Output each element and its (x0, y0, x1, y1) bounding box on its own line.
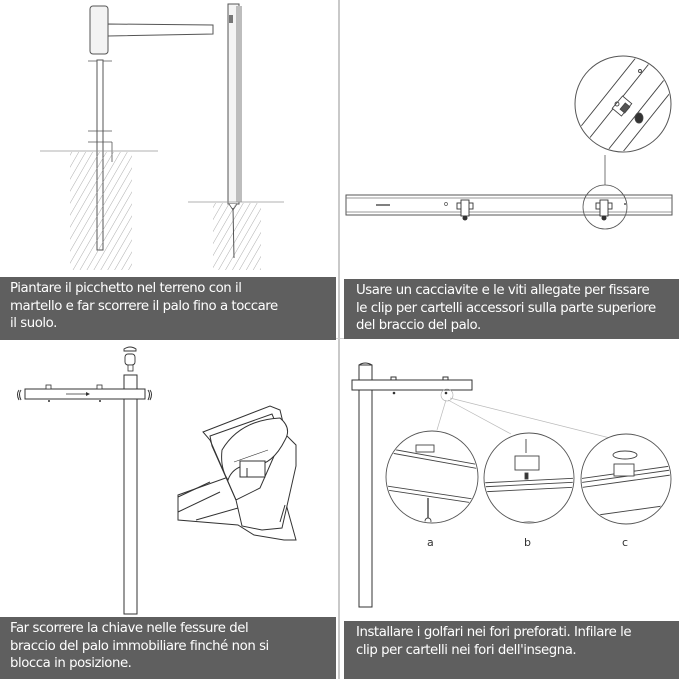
post-cap-icon (124, 347, 136, 371)
step-1-illustration (0, 0, 338, 277)
step-1-caption (0, 277, 336, 340)
hammer-icon (90, 6, 213, 54)
step-4-illustration (340, 340, 679, 621)
ground-section (70, 152, 132, 270)
caption-line: Usare un cacciavite e le viti allegate per fissare (356, 283, 650, 298)
caption-line: le clip per cartelli accessori sulla parte superiore (356, 300, 656, 316)
caption-line: martello e far scorrere il palo fino a toccare (10, 298, 278, 314)
detail-circle-c (578, 434, 678, 524)
step-2-illustration (340, 0, 679, 279)
caption-line: Piantare il picchetto nel terreno con il (10, 281, 242, 296)
step-4-panel (340, 340, 678, 678)
caption-line: il suolo. (10, 316, 57, 331)
step-3-caption (0, 617, 336, 679)
detail-label-a: a (427, 536, 434, 549)
caption-line: del braccio del palo. (356, 318, 481, 333)
step-3-panel (0, 340, 338, 678)
pole-arm-icon (346, 195, 672, 215)
post-icon (228, 4, 242, 210)
caption-line: Installare i golfari nei fori preforati. Infilare le (356, 625, 632, 640)
detail-circle-b (480, 433, 580, 523)
caption-line: clip per cartelli nei fori dell'insegna. (356, 642, 577, 658)
clip-detail-magnified (570, 40, 679, 168)
step-3-illustration (0, 340, 338, 617)
post-icon (124, 375, 137, 614)
caption-line: Far scorrere la chiave nelle fessure del (10, 621, 249, 636)
caption-line: blocca in posizione. (10, 656, 132, 671)
step-4-caption (344, 621, 679, 679)
detail-circle-a (380, 431, 480, 524)
detail-label-b: b (524, 536, 531, 549)
caption-line: braccio del palo immobiliare finché non si (10, 638, 269, 654)
step-2-panel (340, 0, 678, 338)
detail-label-c: c (622, 536, 629, 549)
locking-key-detail (178, 406, 296, 540)
step-2-caption (344, 279, 679, 339)
step-1-panel (0, 0, 338, 338)
